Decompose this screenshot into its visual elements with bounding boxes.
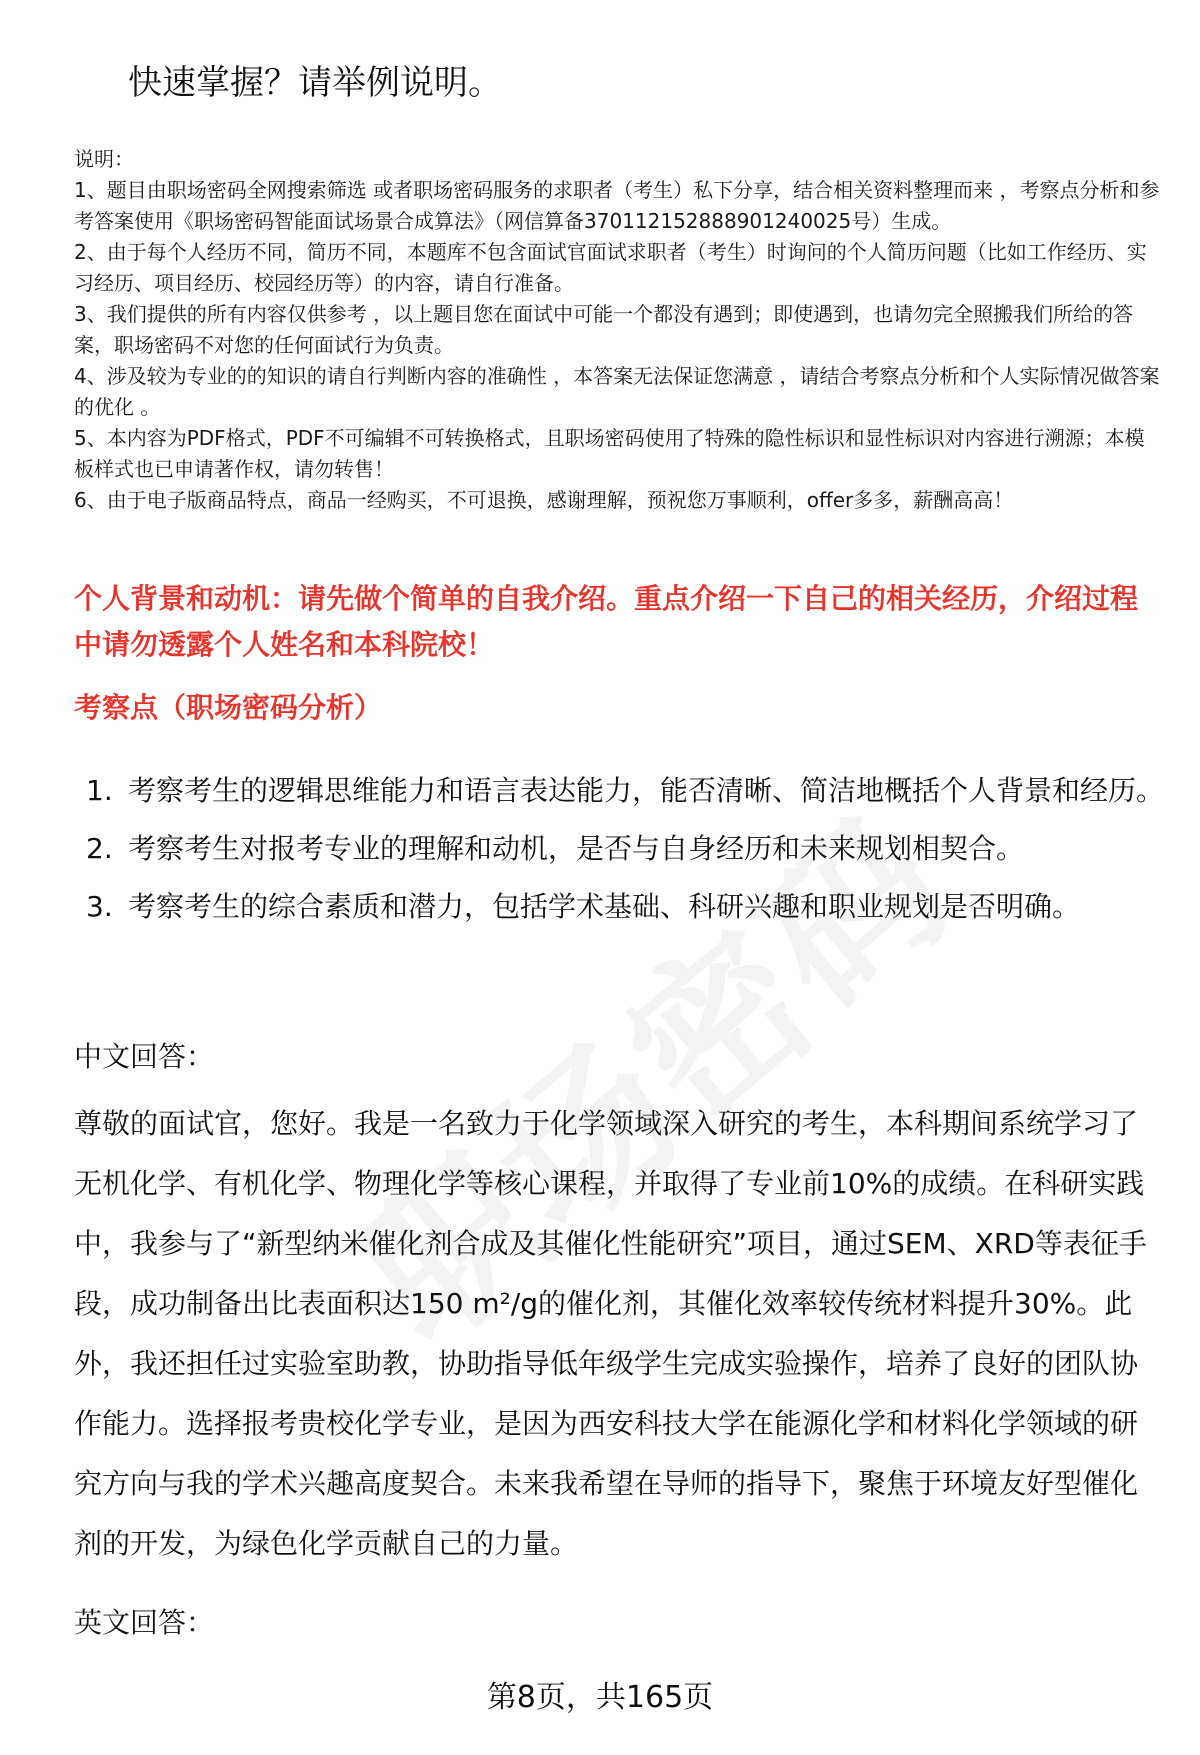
english-answer-label: 英文回答： bbox=[74, 1606, 215, 1639]
notes-block bbox=[74, 144, 1164, 516]
note-item: 2、由于每个人经历不同，简历不同，本题库不包含面试官面试求职者（考生）时询问的个人简历问题（比如工作经历、实习经历、项目经历、校园经历等）的内容，请自行准备。 bbox=[74, 240, 1147, 295]
point-text: 考察考生的综合素质和潜力，包括学术基础、科研兴趣和职业规划是否明确。 bbox=[128, 890, 1081, 923]
analysis-point bbox=[74, 820, 1164, 878]
note-item: 4、涉及较为专业的的知识的请自行判断内容的准确性 ，本答案无法保证您满意 ，请结合考察点分析和个人实际情况做答案的优化 。 bbox=[74, 364, 1160, 419]
chinese-answer-text: 尊敬的面试官，您好。我是一名致力于化学领域深入研究的考生，本科期间系统学习了无机化学、有机化学、物理化学等核心课程，并取得了专业前10%的成绩。在科研实践中，我参与了“新型纳米催化剂合成及其催化性能研究”项目，通过SEM、XRD等表征手段，成功制备出比表面积达150 m²/g的催化剂，其催化效率较传统材料提升30%。此外，我还担任过实验室助教，协助指导低年级学生完成实验操作，培养了良好的团队协作能力。选择报考贵校化学专业，是因为西安科技大学在能源化学和材料化学领域的研究方向与我的学术兴趣高度契合。未来我希望在导师的指导下，聚焦于环境友好型催化剂的开发，为绿色化学贡献自己的力量。 bbox=[74, 1107, 1147, 1560]
point-number: 2. bbox=[86, 832, 113, 865]
question-continuation: 快速掌握？请举例说明。 bbox=[128, 63, 502, 103]
note-item: 3、我们提供的所有内容仅供参考 ，以上题目您在面试中可能一个都没有遇到；即使遇到，也请勿完全照搬我们所给的答案，职场密码不对您的任何面试行为负责。 bbox=[74, 302, 1134, 357]
note-item: 1、题目由职场密码全网搜索筛选 或者职场密码服务的求职者（考生）私下分享，结合相关资料整理而来 ，考察点分析和参考答案使用《职场密码智能面试场景合成算法》（网信算备370112152888901240025号）生成。 bbox=[74, 178, 1160, 233]
notes-heading: 说明： bbox=[74, 147, 134, 171]
chinese-answer-label: 中文回答： bbox=[74, 1040, 215, 1073]
analysis-points bbox=[74, 762, 1164, 936]
point-number: 3. bbox=[86, 890, 113, 923]
analysis-point bbox=[74, 878, 1164, 936]
note-item: 6、由于电子版商品特点，商品一经购买，不可退换，感谢理解，预祝您万事顺利，offer多多，薪酬高高！ bbox=[74, 488, 1014, 512]
page-number: 第8页，共165页 bbox=[486, 1680, 714, 1715]
analysis-point bbox=[74, 762, 1164, 820]
point-text: 考察考生的逻辑思维能力和语言表达能力，能否清晰、简洁地概括个人背景和经历。 bbox=[128, 774, 1165, 807]
point-text: 考察考生对报考专业的理解和动机，是否与自身经历和未来规划相契合。 bbox=[128, 832, 1025, 865]
analysis-title: 考察点（职场密码分析） bbox=[74, 691, 383, 724]
interview-question: 个人背景和动机：请先做个简单的自我介绍。重点介绍一下自己的相关经历，介绍过程中请勿透露个人姓名和本科院校！ bbox=[74, 582, 1139, 661]
note-item: 5、本内容为PDF格式，PDF不可编辑不可转换格式，且职场密码使用了特殊的隐性标识和显性标识对内容进行溯源；本模板样式也已申请著作权，请勿转售！ bbox=[74, 426, 1145, 481]
point-number: 1. bbox=[86, 774, 113, 807]
